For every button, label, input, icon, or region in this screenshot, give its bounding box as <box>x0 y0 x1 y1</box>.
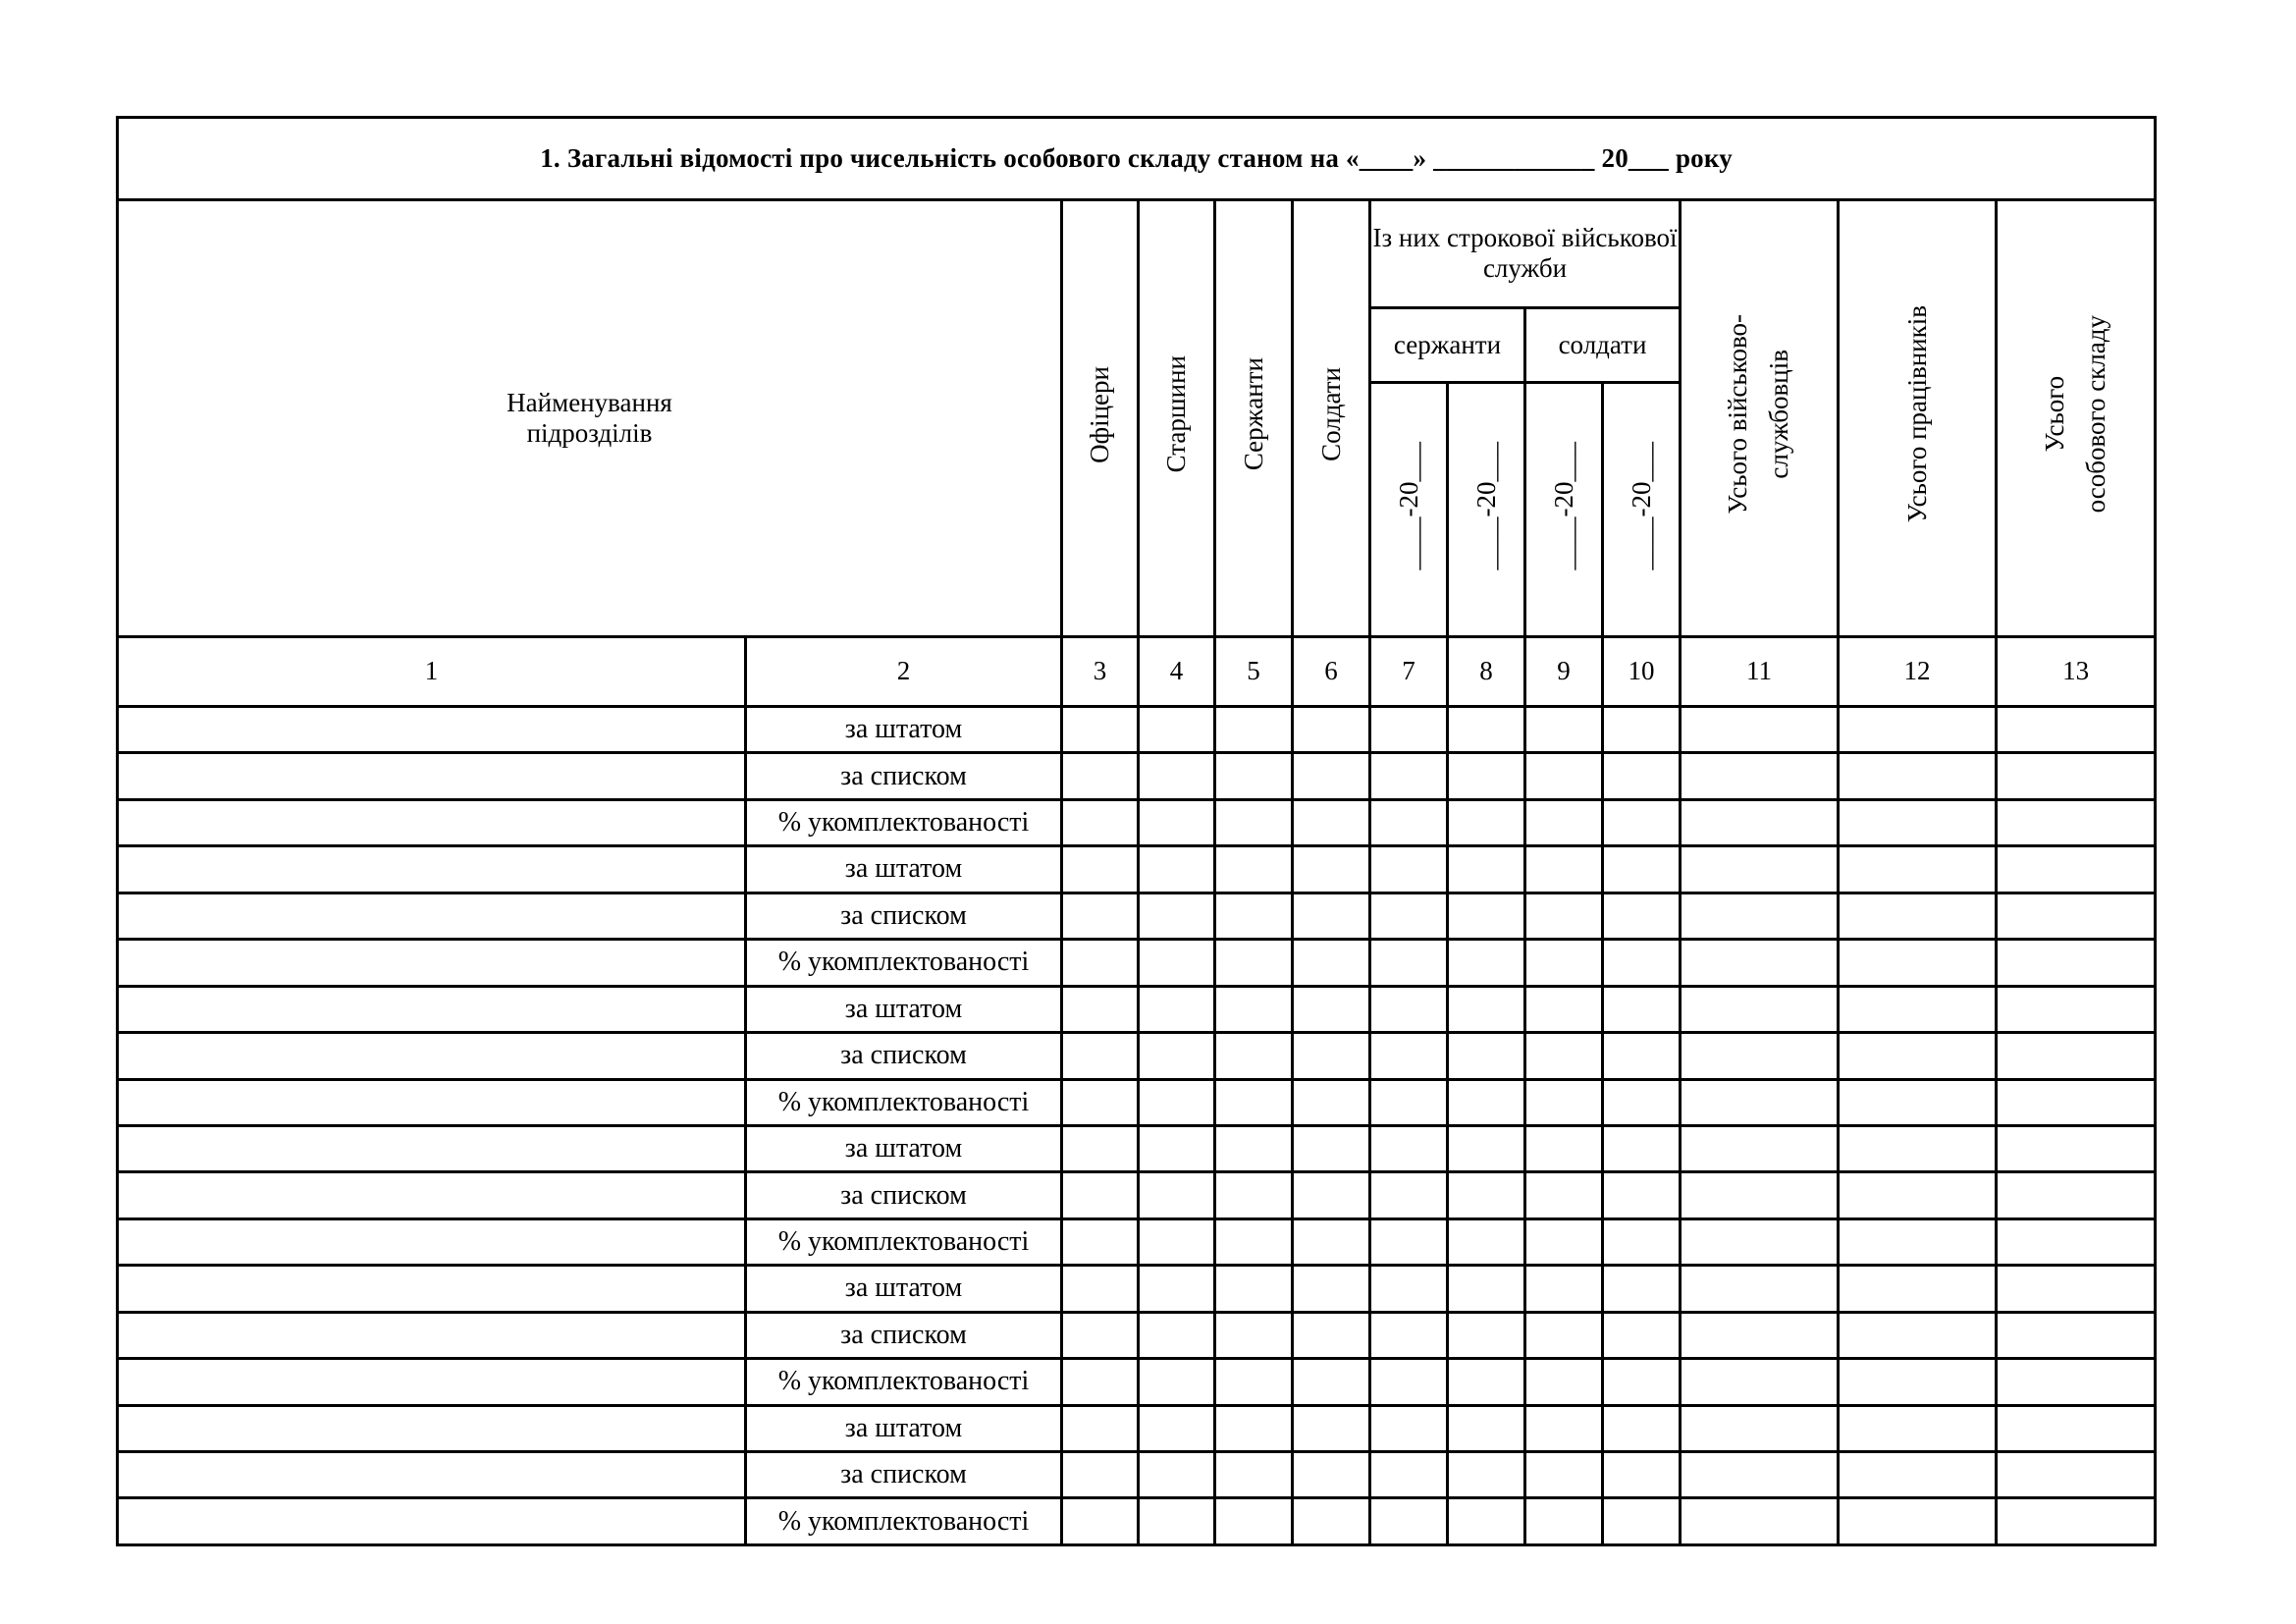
data-cell <box>1215 1125 1293 1171</box>
year-blank-cell-1: ____-20___ <box>1370 382 1448 636</box>
data-cell <box>1139 1452 1215 1498</box>
data-cell <box>1139 707 1215 753</box>
data-cell <box>1370 707 1448 753</box>
unit-name-cell <box>118 893 746 939</box>
data-cell <box>1293 1079 1370 1125</box>
data-cell <box>1839 753 1997 799</box>
data-cell <box>1139 1079 1215 1125</box>
data-cell <box>1997 1079 2156 1125</box>
table-row <box>118 1218 2156 1265</box>
unit-name-cell <box>118 753 746 799</box>
row-label-cell: за штатом <box>746 986 1062 1032</box>
data-cell <box>1139 1033 1215 1079</box>
data-cell <box>1603 986 1681 1032</box>
data-cell <box>1293 1218 1370 1265</box>
data-cell <box>1448 1266 1525 1312</box>
data-cell <box>1525 1172 1603 1218</box>
unit-name-cell <box>118 1452 746 1498</box>
data-cell <box>1062 1405 1139 1451</box>
data-cell <box>1839 799 1997 845</box>
data-cell <box>1603 846 1681 893</box>
header-row-top <box>118 199 2156 308</box>
table-row <box>118 1172 2156 1218</box>
data-cell <box>1370 1079 1448 1125</box>
data-cell <box>1997 1312 2156 1358</box>
data-rows <box>118 707 2156 1545</box>
data-cell <box>1525 1498 1603 1545</box>
data-cell <box>1603 753 1681 799</box>
data-cell <box>1681 799 1839 845</box>
data-cell <box>1997 846 2156 893</box>
data-cell <box>1370 846 1448 893</box>
data-cell <box>1293 1172 1370 1218</box>
data-cell <box>1997 1359 2156 1405</box>
data-cell <box>1448 1452 1525 1498</box>
row-label-cell: % укомплектованості <box>746 1079 1062 1125</box>
data-cell <box>1293 753 1370 799</box>
data-cell <box>1139 1266 1215 1312</box>
data-cell <box>1997 1266 2156 1312</box>
data-cell <box>1062 1033 1139 1079</box>
data-cell <box>1215 1452 1293 1498</box>
unit-name-cell <box>118 1312 746 1358</box>
total-personnel-header-label: Усього особового складу <box>2039 315 2110 514</box>
data-cell <box>1448 1033 1525 1079</box>
data-cell <box>1448 986 1525 1032</box>
data-cell <box>1525 707 1603 753</box>
data-cell <box>1062 1359 1139 1405</box>
data-cell <box>1603 1266 1681 1312</box>
row-label-cell: за списком <box>746 1033 1062 1079</box>
table-row <box>118 1079 2156 1125</box>
data-cell <box>1215 986 1293 1032</box>
row-label-cell: % укомплектованості <box>746 799 1062 845</box>
total-workers-header-label: Усього працівників <box>1901 305 1932 523</box>
unit-name-cell <box>118 1266 746 1312</box>
data-cell <box>1139 1218 1215 1265</box>
table-title: 1. Загальні відомості про чисельність особового складу станом на «____» ____________ 20___ року <box>118 118 2156 200</box>
data-cell <box>1603 1125 1681 1171</box>
data-cell <box>1215 1033 1293 1079</box>
data-cell <box>1370 940 1448 986</box>
data-cell <box>1681 1266 1839 1312</box>
data-cell <box>1681 1172 1839 1218</box>
data-cell <box>1997 799 2156 845</box>
data-cell <box>1603 1359 1681 1405</box>
table-row <box>118 707 2156 753</box>
data-cell <box>1525 1452 1603 1498</box>
data-cell <box>1215 1218 1293 1265</box>
data-cell <box>1525 986 1603 1032</box>
data-cell <box>1681 893 1839 939</box>
data-cell <box>1681 846 1839 893</box>
soldaty-header-label: Солдати <box>1315 367 1346 461</box>
data-cell <box>1997 1218 2156 1265</box>
data-cell <box>1681 1125 1839 1171</box>
starshyny-header-label: Старшини <box>1161 355 1191 473</box>
data-cell <box>1448 893 1525 939</box>
table-row <box>118 1033 2156 1079</box>
table-row <box>118 986 2156 1032</box>
data-cell <box>1139 986 1215 1032</box>
data-cell <box>1525 753 1603 799</box>
unit-name-cell <box>118 1172 746 1218</box>
data-cell <box>1603 1312 1681 1358</box>
row-label-cell: за списком <box>746 893 1062 939</box>
data-cell <box>1839 1498 1997 1545</box>
data-cell <box>1681 986 1839 1032</box>
data-cell <box>1215 1172 1293 1218</box>
data-cell <box>1293 1312 1370 1358</box>
data-cell <box>1839 1079 1997 1125</box>
data-cell <box>1139 1498 1215 1545</box>
data-cell <box>1215 893 1293 939</box>
column-number-cell: 11 <box>1681 636 1839 706</box>
column-number-cell: 12 <box>1839 636 1997 706</box>
data-cell <box>1681 1079 1839 1125</box>
units-name-header <box>118 199 1062 636</box>
data-cell <box>1997 986 2156 1032</box>
data-cell <box>1215 940 1293 986</box>
column-number-cell: 4 <box>1139 636 1215 706</box>
data-cell <box>1370 1266 1448 1312</box>
row-label-cell: за штатом <box>746 1405 1062 1451</box>
data-cell <box>1293 1498 1370 1545</box>
data-cell <box>1139 846 1215 893</box>
data-cell <box>1139 753 1215 799</box>
column-number-cell: 13 <box>1997 636 2156 706</box>
total-workers-header <box>1839 199 1997 636</box>
table-row <box>118 1266 2156 1312</box>
table-row <box>118 1452 2156 1498</box>
data-cell <box>1448 846 1525 893</box>
data-cell <box>1603 1452 1681 1498</box>
data-cell <box>1215 1079 1293 1125</box>
data-cell <box>1215 753 1293 799</box>
data-cell <box>1997 1405 2156 1451</box>
data-cell <box>1370 1312 1448 1358</box>
data-cell <box>1839 893 1997 939</box>
data-cell <box>1839 1218 1997 1265</box>
data-cell <box>1603 707 1681 753</box>
data-cell <box>1525 1359 1603 1405</box>
data-cell <box>1839 1452 1997 1498</box>
data-cell <box>1370 1498 1448 1545</box>
data-cell <box>1997 1452 2156 1498</box>
data-cell <box>1293 1405 1370 1451</box>
data-cell <box>1681 1405 1839 1451</box>
table-row <box>118 1312 2156 1358</box>
data-cell <box>1370 1452 1448 1498</box>
data-cell <box>1062 1452 1139 1498</box>
total-personnel-header <box>1997 199 2156 636</box>
data-cell <box>1525 1266 1603 1312</box>
row-label-cell: за штатом <box>746 1125 1062 1171</box>
data-cell <box>1370 1033 1448 1079</box>
data-cell <box>1293 1266 1370 1312</box>
row-label-cell: за списком <box>746 753 1062 799</box>
row-label-cell: % укомплектованості <box>746 1218 1062 1265</box>
column-number-cell: 8 <box>1448 636 1525 706</box>
conscript-soldaty-header: солдати <box>1525 308 1681 383</box>
data-cell <box>1525 799 1603 845</box>
data-cell <box>1525 940 1603 986</box>
data-cell <box>1448 753 1525 799</box>
data-cell <box>1525 1033 1603 1079</box>
row-label-cell: за штатом <box>746 846 1062 893</box>
data-cell <box>1062 707 1139 753</box>
data-cell <box>1139 1359 1215 1405</box>
year-blank-cell-4: ____-20___ <box>1603 382 1681 636</box>
data-cell <box>1997 1172 2156 1218</box>
data-cell <box>1293 799 1370 845</box>
data-cell <box>1525 1312 1603 1358</box>
table-row <box>118 799 2156 845</box>
unit-name-cell <box>118 1079 746 1125</box>
total-military-header <box>1681 199 1839 636</box>
data-cell <box>1603 1172 1681 1218</box>
data-cell <box>1062 846 1139 893</box>
data-cell <box>1681 1498 1839 1545</box>
data-cell <box>1448 1498 1525 1545</box>
data-cell <box>1525 893 1603 939</box>
table-row <box>118 893 2156 939</box>
unit-name-cell <box>118 846 746 893</box>
data-cell <box>1997 940 2156 986</box>
data-cell <box>1139 1312 1215 1358</box>
table-row <box>118 753 2156 799</box>
data-cell <box>1839 1312 1997 1358</box>
data-cell <box>1370 893 1448 939</box>
table-row <box>118 1498 2156 1545</box>
column-number-cell: 3 <box>1062 636 1139 706</box>
data-cell <box>1293 940 1370 986</box>
data-cell <box>1293 1359 1370 1405</box>
data-cell <box>1603 940 1681 986</box>
data-cell <box>1062 1079 1139 1125</box>
data-cell <box>1681 1218 1839 1265</box>
data-cell <box>1215 799 1293 845</box>
data-cell <box>1062 1218 1139 1265</box>
table-row <box>118 1405 2156 1451</box>
data-cell <box>1603 1405 1681 1451</box>
data-cell <box>1448 1312 1525 1358</box>
starshyny-header <box>1139 199 1215 636</box>
data-cell <box>1448 799 1525 845</box>
officers-header <box>1062 199 1139 636</box>
data-cell <box>1839 940 1997 986</box>
data-cell <box>1525 1405 1603 1451</box>
data-cell <box>1525 1079 1603 1125</box>
data-cell <box>1448 940 1525 986</box>
data-cell <box>1293 986 1370 1032</box>
data-cell <box>1370 986 1448 1032</box>
data-cell <box>1293 893 1370 939</box>
serzhanty-header <box>1215 199 1293 636</box>
serzhanty-header-label: Сержанти <box>1238 357 1268 471</box>
data-cell <box>1681 1312 1839 1358</box>
data-cell <box>1062 1172 1139 1218</box>
unit-name-cell <box>118 1498 746 1545</box>
data-cell <box>1062 753 1139 799</box>
data-cell <box>1293 1125 1370 1171</box>
personnel-summary-table <box>116 116 2157 1546</box>
unit-name-cell <box>118 940 746 986</box>
data-cell <box>1062 940 1139 986</box>
data-cell <box>1997 1033 2156 1079</box>
column-number-cell: 9 <box>1525 636 1603 706</box>
data-cell <box>1603 1498 1681 1545</box>
data-cell <box>1293 1452 1370 1498</box>
column-number-cell: 2 <box>746 636 1062 706</box>
data-cell <box>1839 1266 1997 1312</box>
data-cell <box>1139 799 1215 845</box>
data-cell <box>1370 1218 1448 1265</box>
column-number-cell: 6 <box>1293 636 1370 706</box>
table-row <box>118 940 2156 986</box>
data-cell <box>1139 893 1215 939</box>
data-cell <box>1215 1405 1293 1451</box>
data-cell <box>1215 707 1293 753</box>
data-cell <box>1839 1125 1997 1171</box>
conscript-service-group-header: Із них строкової військової служби <box>1370 199 1681 308</box>
data-cell <box>1139 940 1215 986</box>
soldaty-header <box>1293 199 1370 636</box>
data-cell <box>1215 1359 1293 1405</box>
data-cell <box>1215 846 1293 893</box>
data-cell <box>1215 1312 1293 1358</box>
data-cell <box>1448 1079 1525 1125</box>
row-label-cell: за списком <box>746 1172 1062 1218</box>
data-cell <box>1997 893 2156 939</box>
data-cell <box>1370 1172 1448 1218</box>
year-blank-cell-2: ____-20___ <box>1448 382 1525 636</box>
row-label-cell: за списком <box>746 1312 1062 1358</box>
unit-name-cell <box>118 707 746 753</box>
data-cell <box>1062 1125 1139 1171</box>
data-cell <box>1062 1498 1139 1545</box>
data-cell <box>1681 707 1839 753</box>
data-cell <box>1681 1452 1839 1498</box>
data-cell <box>1681 940 1839 986</box>
data-cell <box>1839 1172 1997 1218</box>
conscript-serzhanty-header: сержанти <box>1370 308 1525 383</box>
column-number-cell: 5 <box>1215 636 1293 706</box>
unit-name-cell <box>118 1125 746 1171</box>
total-military-header-label: Усього військово- службовців <box>1723 314 1793 514</box>
data-cell <box>1215 1498 1293 1545</box>
data-cell <box>1370 1125 1448 1171</box>
table-row <box>118 1359 2156 1405</box>
unit-name-cell <box>118 986 746 1032</box>
column-numbers-row <box>118 636 2156 706</box>
column-number-cell: 7 <box>1370 636 1448 706</box>
data-cell <box>1062 893 1139 939</box>
data-cell <box>1139 1172 1215 1218</box>
row-label-cell: % укомплектованості <box>746 1359 1062 1405</box>
data-cell <box>1681 1359 1839 1405</box>
unit-name-cell <box>118 1405 746 1451</box>
data-cell <box>1839 986 1997 1032</box>
unit-name-cell <box>118 1033 746 1079</box>
data-cell <box>1681 753 1839 799</box>
data-cell <box>1448 1405 1525 1451</box>
table-row <box>118 1125 2156 1171</box>
row-label-cell: за штатом <box>746 707 1062 753</box>
column-number-cell: 10 <box>1603 636 1681 706</box>
units-name-line1: Найменування <box>507 387 672 417</box>
data-cell <box>1997 707 2156 753</box>
table-row <box>118 846 2156 893</box>
data-cell <box>1448 707 1525 753</box>
year-blank-cell-3: ____-20___ <box>1525 382 1603 636</box>
data-cell <box>1215 1266 1293 1312</box>
data-cell <box>1139 1125 1215 1171</box>
data-cell <box>1370 799 1448 845</box>
officers-header-label: Офіцери <box>1085 365 1114 463</box>
data-cell <box>1839 1405 1997 1451</box>
row-label-cell: % укомплектованості <box>746 1498 1062 1545</box>
data-cell <box>1062 799 1139 845</box>
data-cell <box>1062 986 1139 1032</box>
data-cell <box>1603 1079 1681 1125</box>
data-cell <box>1603 1033 1681 1079</box>
data-cell <box>1997 753 2156 799</box>
data-cell <box>1370 1359 1448 1405</box>
data-cell <box>1525 1218 1603 1265</box>
data-cell <box>1293 846 1370 893</box>
row-label-cell: за штатом <box>746 1266 1062 1312</box>
data-cell <box>1839 846 1997 893</box>
data-cell <box>1681 1033 1839 1079</box>
data-cell <box>1997 1498 2156 1545</box>
data-cell <box>1525 846 1603 893</box>
data-cell <box>1448 1218 1525 1265</box>
unit-name-cell <box>118 1359 746 1405</box>
data-cell <box>1139 1405 1215 1451</box>
unit-name-cell <box>118 799 746 845</box>
data-cell <box>1448 1172 1525 1218</box>
title-row <box>118 118 2156 200</box>
data-cell <box>1293 1033 1370 1079</box>
data-cell <box>1997 1125 2156 1171</box>
data-cell <box>1839 707 1997 753</box>
units-name-line2: підрозділів <box>526 417 653 448</box>
data-cell <box>1293 707 1370 753</box>
data-cell <box>1525 1125 1603 1171</box>
data-cell <box>1448 1359 1525 1405</box>
data-cell <box>1839 1033 1997 1079</box>
unit-name-cell <box>118 1218 746 1265</box>
data-cell <box>1062 1312 1139 1358</box>
data-cell <box>1839 1359 1997 1405</box>
data-cell <box>1370 753 1448 799</box>
column-number-cell: 1 <box>118 636 746 706</box>
data-cell <box>1448 1125 1525 1171</box>
data-cell <box>1603 1218 1681 1265</box>
data-cell <box>1603 893 1681 939</box>
data-cell <box>1370 1405 1448 1451</box>
data-cell <box>1603 799 1681 845</box>
row-label-cell: % укомплектованості <box>746 940 1062 986</box>
row-label-cell: за списком <box>746 1452 1062 1498</box>
data-cell <box>1062 1266 1139 1312</box>
